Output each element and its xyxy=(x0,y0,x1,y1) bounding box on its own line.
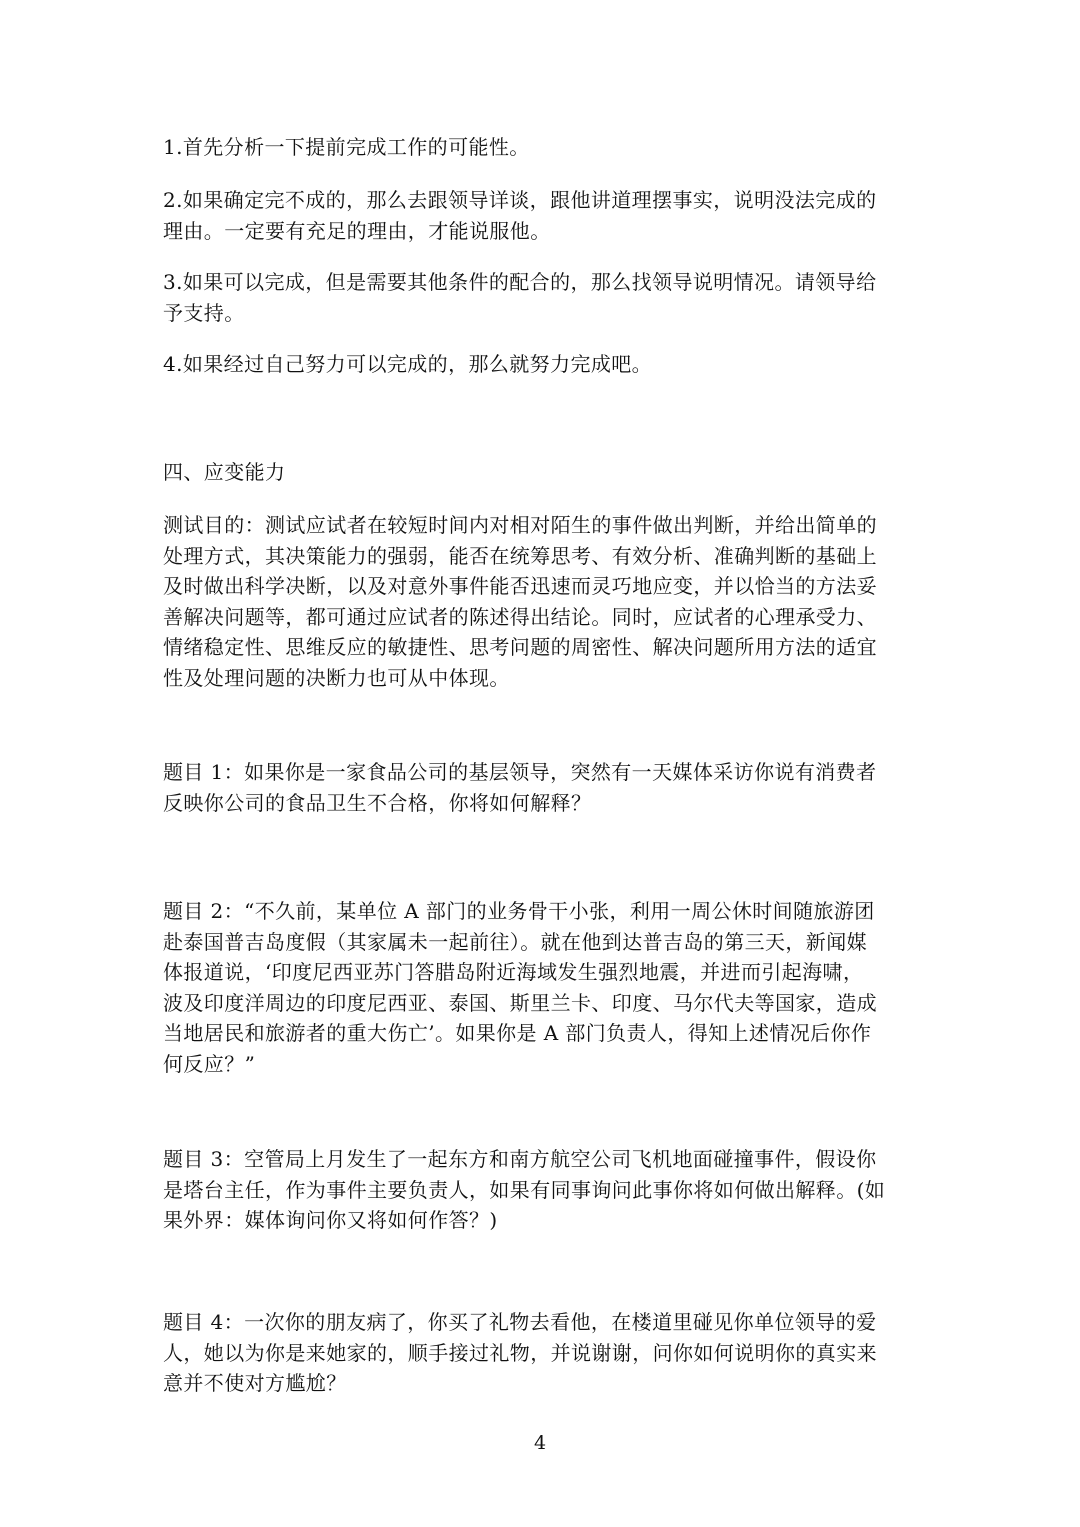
text-line: 2.如果确定完不成的，那么去跟领导详谈，跟他讲道理摆事实，说明没法完成的 xyxy=(163,188,877,212)
test-purpose-paragraph xyxy=(163,510,923,693)
text-line: 及时做出科学决断，以及对意外事件能否迅速而灵巧地应变，并以恰当的方法妥 xyxy=(163,574,877,598)
list-item-1 xyxy=(163,132,923,163)
text-line: 当地居民和旅游者的重大伤亡’。如果你是 A 部门负责人，得知上述情况后你作 xyxy=(163,1021,872,1045)
text-line: 处理方式，其决策能力的强弱，能否在统筹思考、有效分析、准确判断的基础上 xyxy=(163,543,877,568)
text-line: 体报道说，‘印度尼西亚苏门答腊岛附近海域发生强烈地震，并进而引起海啸， xyxy=(163,960,864,984)
text-line: 情绪稳定性、思维反应的敏捷性、思考问题的周密性、解决问题所用方法的适宜 xyxy=(163,635,877,659)
text-line: 予支持。 xyxy=(163,300,245,325)
text-line: 测试目的：测试应试者在较短时间内对相对陌生的事件做出判断，并给出简单的 xyxy=(163,513,877,537)
text-line: 3.如果可以完成，但是需要其他条件的配合的，那么找领导说明情况。请领导给 xyxy=(163,270,877,294)
text-line: 赴泰国普吉岛度假（其家属未一起前往）。就在他到达普吉岛的第三天，新闻媒 xyxy=(163,929,867,954)
page-number: 4 xyxy=(533,1432,547,1454)
text-line: 人，她以为你是来她家的，顺手接过礼物，并说谢谢，问你如何说明你的真实来 xyxy=(163,1340,877,1365)
text-line: 题目 3：空管局上月发生了一起东方和南方航空公司飞机地面碰撞事件，假设你 xyxy=(163,1147,877,1171)
list-item-2 xyxy=(163,185,923,246)
text-line: 4.如果经过自己努力可以完成的，那么就努力完成吧。 xyxy=(163,352,653,376)
text-line: 1.首先分析一下提前完成工作的可能性。 xyxy=(163,135,530,159)
text-line: 题目 2：“不久前，某单位 A 部门的业务骨干小张，利用一周公休时间随旅游团 xyxy=(163,899,875,923)
list-item-3 xyxy=(163,267,923,328)
text-line: 何反应？” xyxy=(163,1051,256,1076)
text-line: 果外界：媒体询问你又将如何作答？) xyxy=(163,1208,498,1232)
question-1 xyxy=(163,757,923,818)
question-2 xyxy=(163,896,923,1079)
text-line: 性及处理问题的决断力也可从中体现。 xyxy=(163,665,510,690)
list-item-4 xyxy=(163,349,923,380)
question-4 xyxy=(163,1307,923,1399)
text-line: 波及印度洋周边的印度尼西亚、泰国、斯里兰卡、印度、马尔代夫等国家，造成 xyxy=(163,990,877,1015)
section-heading: 四、应变能力 xyxy=(163,460,286,484)
text-line: 意并不使对方尴尬？ xyxy=(163,1371,347,1395)
text-line: 题目 1：如果你是一家食品公司的基层领导，突然有一天媒体采访你说有消费者 xyxy=(163,760,877,784)
text-line: 理由。一定要有充足的理由，才能说服他。 xyxy=(163,218,551,243)
text-line: 反映你公司的食品卫生不合格，你将如何解释？ xyxy=(163,790,592,815)
text-line: 是塔台主任，作为事件主要负责人，如果有同事询问此事你将如何做出解释。(如 xyxy=(163,1177,886,1202)
question-3 xyxy=(163,1144,923,1236)
text-line: 题目 4：一次你的朋友病了，你买了礼物去看他，在楼道里碰见你单位领导的爱 xyxy=(163,1310,877,1334)
text-line: 善解决问题等，都可通过应试者的陈述得出结论。同时，应试者的心理承受力、 xyxy=(163,604,877,629)
